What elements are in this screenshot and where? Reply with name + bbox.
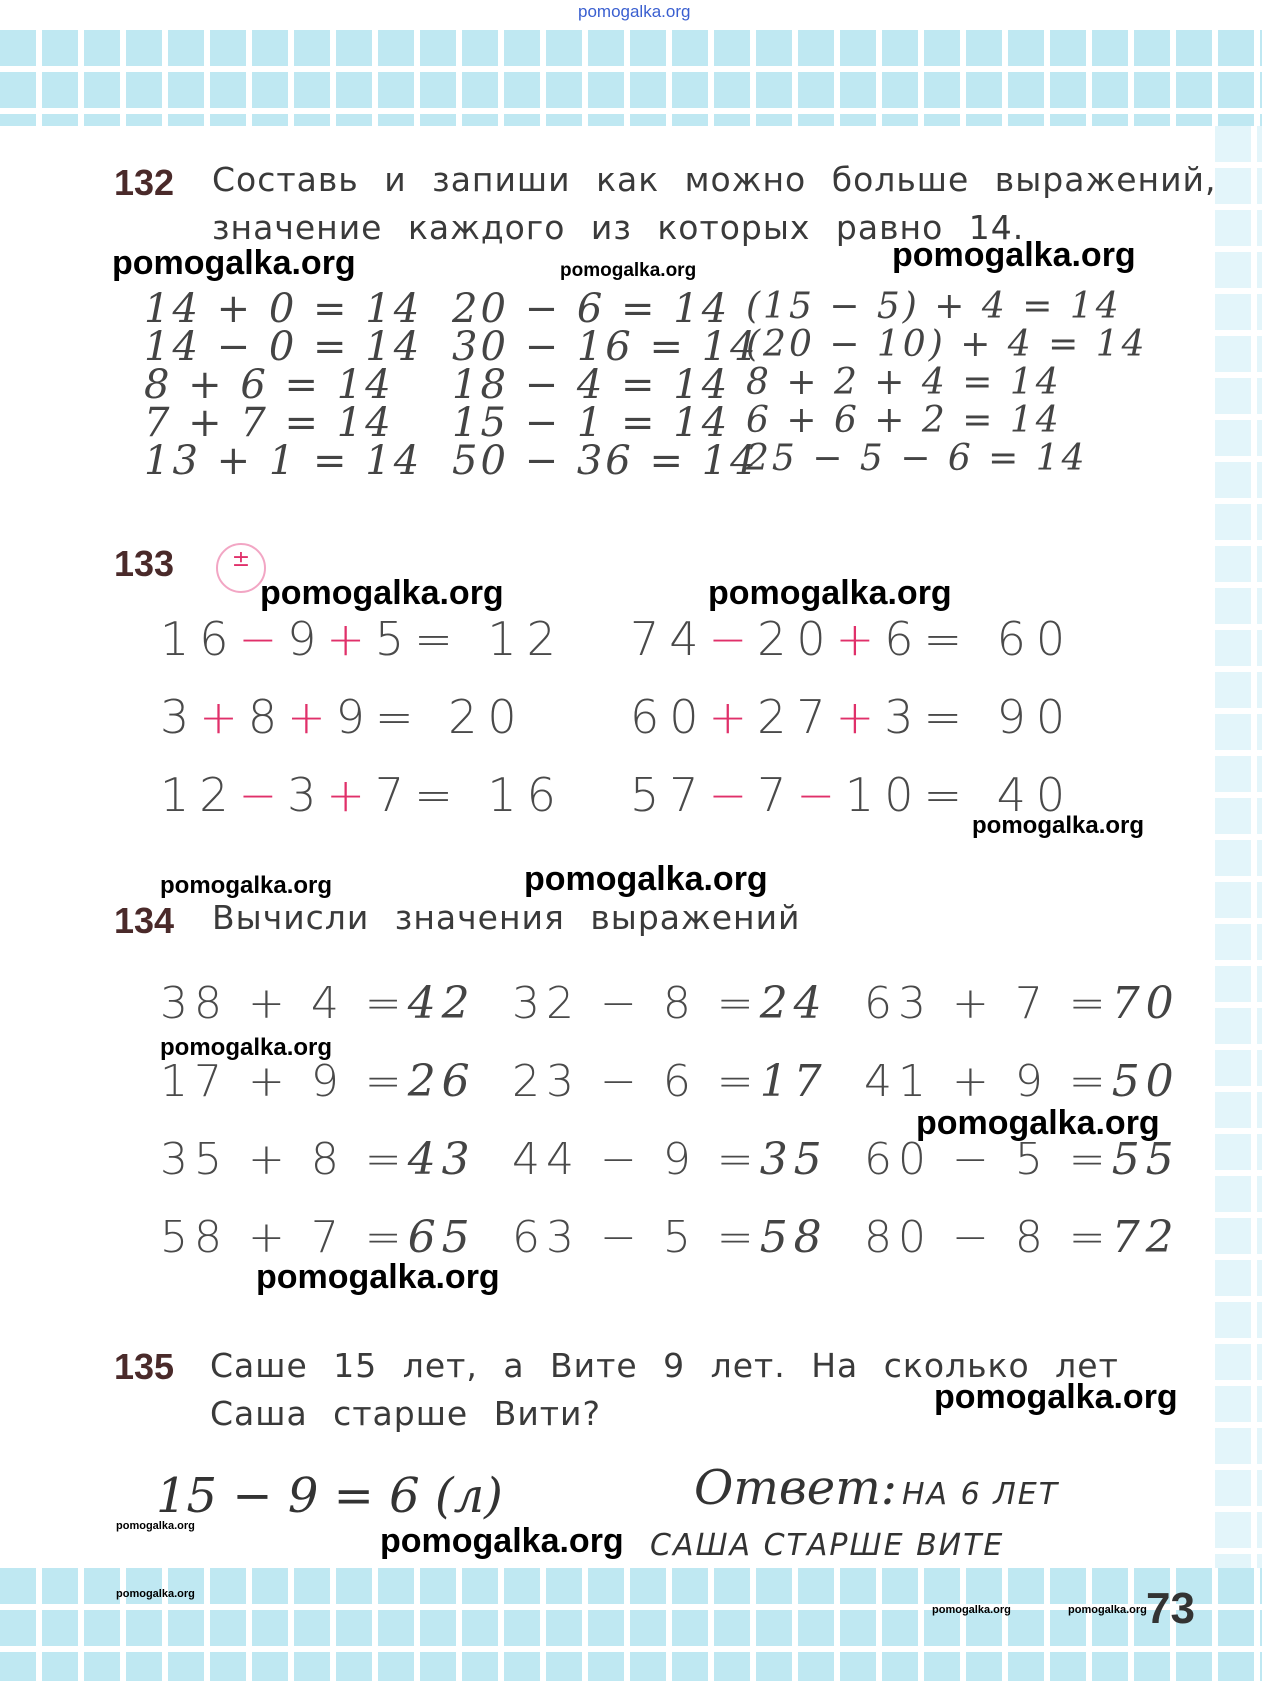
operand: 3 [884,690,924,744]
site-link[interactable]: pomogalka.org [578,2,691,21]
expression: 6 + 6 + 2 = 14 [746,400,1062,441]
task-135-line2: Саша старше Вити? [210,1394,601,1433]
watermark: pomogalka.org [892,236,1136,274]
task-134-expr [512,1212,828,1263]
task-135-number: 135 [114,1346,175,1387]
expression: 63 + 7 = [864,978,1112,1029]
task-135-solution: 15 − 9 = 6 (л) [156,1468,503,1524]
operand: 3 [287,768,327,822]
answer: 43 [407,1134,476,1185]
operand: 12 [160,768,239,822]
answer: 50 [1111,1056,1180,1107]
answer: 72 [1111,1212,1180,1263]
expression: 80 − 8 = [864,1212,1112,1263]
task-133-row-4 [630,690,1075,744]
expression: 50 − 36 = 14 [452,438,759,484]
result: = 20 [374,690,527,744]
expression: 41 + 9 = [864,1056,1112,1107]
plus-minus-hint-icon: ± [216,543,266,593]
sign: − [708,768,758,822]
top-grid-band [0,30,1262,126]
watermark: pomogalka.org [160,1034,333,1061]
operand: 7 [757,768,797,822]
task-135-line1: Саше 15 лет, а Вите 9 лет. На сколько лет [210,1346,1119,1385]
sign: − [796,768,845,822]
task-134-expr [160,1212,476,1263]
task-134-text: Вычисли значения выражений [212,898,801,937]
expression: 32 − 8 = [512,978,760,1029]
task-134-expr [160,1056,476,1107]
task-134-expr [160,978,476,1029]
watermark: pomogalka.org [972,812,1145,839]
operand: 7 [374,768,415,822]
answer: 24 [759,978,828,1029]
sign: − [238,612,288,666]
watermark: pomogalka.org [116,1520,195,1532]
sign: + [326,768,375,822]
expression: 60 − 5 = [864,1134,1112,1185]
answer: 70 [1111,978,1180,1029]
task-132-line2: значение каждого из которых равно 14. [212,208,1025,247]
page-number: 73 [1146,1584,1195,1633]
task-132-number: 132 [114,162,175,203]
task-134-expr [512,1056,828,1107]
sign: + [835,612,885,666]
expression: 8 + 2 + 4 = 14 [746,362,1062,403]
sign: + [835,690,885,744]
sign: + [326,612,375,666]
expression: (15 − 5) + 4 = 14 [746,286,1122,327]
task-134-expr [512,978,828,1029]
watermark: pomogalka.org [380,1522,624,1560]
bottom-grid-band [0,1568,1262,1681]
watermark: pomogalka.org [116,1588,195,1600]
watermark: pomogalka.org [708,574,952,612]
task-135-answer [694,1460,1059,1516]
task-134-expr [864,978,1180,1029]
result: = 12 [414,612,566,666]
expression: 13 + 1 = 14 [144,438,423,484]
result: = 90 [923,690,1076,744]
expression: 14 + 0 = 14 [144,286,423,332]
watermark: pomogalka.org [524,860,768,898]
watermark: pomogalka.org [560,260,697,281]
task-133-row-5 [160,768,566,822]
answer: 55 [1111,1134,1180,1185]
expression: 23 − 6 = [512,1056,760,1107]
answer: 17 [759,1056,828,1107]
sign: − [708,612,758,666]
task-132-column-3 [746,286,1148,479]
task-133-number: 133 [114,543,175,584]
expression: 30 − 16 = 14 [452,324,759,370]
expression: 63 − 5 = [512,1212,760,1263]
sign: + [708,690,758,744]
sign: + [199,690,248,744]
operand: 6 [884,612,924,666]
answer: 26 [407,1056,476,1107]
expression: 20 − 6 = 14 [452,286,731,332]
operand: 3 [160,690,200,744]
result: = 16 [414,768,566,822]
watermark: pomogalka.org [260,574,504,612]
expression: (20 − 10) + 4 = 14 [746,324,1148,365]
watermark: pomogalka.org [256,1258,500,1296]
operand: 20 [757,612,836,666]
task-132-column-2 [452,286,759,484]
operand: 10 [844,768,924,822]
answer-word: Ответ: [694,1460,897,1516]
task-134-expr [160,1134,476,1185]
answer: 35 [759,1134,828,1185]
answer: 65 [407,1212,476,1263]
watermark: pomogalka.org [1068,1604,1147,1616]
operand: 60 [630,690,709,744]
operand: 74 [630,612,709,666]
task-134-expr [864,1056,1180,1107]
expression: 18 − 4 = 14 [452,362,731,408]
expression: 15 − 1 = 14 [452,400,731,446]
answer-line-2: САША СТАРШЕ ВИТЕ [650,1528,1005,1563]
watermark: pomogalka.org [916,1104,1160,1142]
right-grid-strip [1215,126,1262,1568]
sign: − [238,768,288,822]
task-132-line1: Составь и запиши как можно больше выражений, [212,160,1217,199]
operand: 9 [335,690,375,744]
expression: 7 + 7 = 14 [144,400,394,446]
sign: + [287,690,336,744]
expression: 17 + 9 = [160,1056,408,1107]
answer: 42 [407,978,476,1029]
answer: 58 [759,1212,828,1263]
expression: 44 − 9 = [512,1134,760,1185]
task-134-expr [864,1212,1180,1263]
watermark: pomogalka.org [934,1378,1178,1416]
expression: 8 + 6 = 14 [144,362,394,408]
task-132-column-1 [144,286,423,484]
task-133-row-3 [160,690,527,744]
task-133-row-2 [630,612,1075,666]
operand: 5 [374,612,415,666]
task-133-row-1 [160,612,566,666]
expression: 58 + 7 = [160,1212,408,1263]
expression: 35 + 8 = [160,1134,408,1185]
operand: 9 [287,612,327,666]
watermark: pomogalka.org [112,244,356,282]
expression: 38 + 4 = [160,978,408,1029]
watermark: pomogalka.org [160,872,333,899]
expression: 25 − 5 − 6 = 14 [746,438,1088,479]
expression: 14 − 0 = 14 [144,324,423,370]
operand: 27 [757,690,836,744]
watermark: pomogalka.org [932,1604,1011,1616]
task-134-number: 134 [114,900,175,941]
answer-line-1: НА 6 ЛЕТ [902,1477,1060,1512]
operand: 57 [630,768,709,822]
operand: 16 [160,612,239,666]
result: = 40 [923,768,1076,822]
operand: 8 [247,690,288,744]
task-134-expr [512,1134,828,1185]
result: = 60 [923,612,1076,666]
